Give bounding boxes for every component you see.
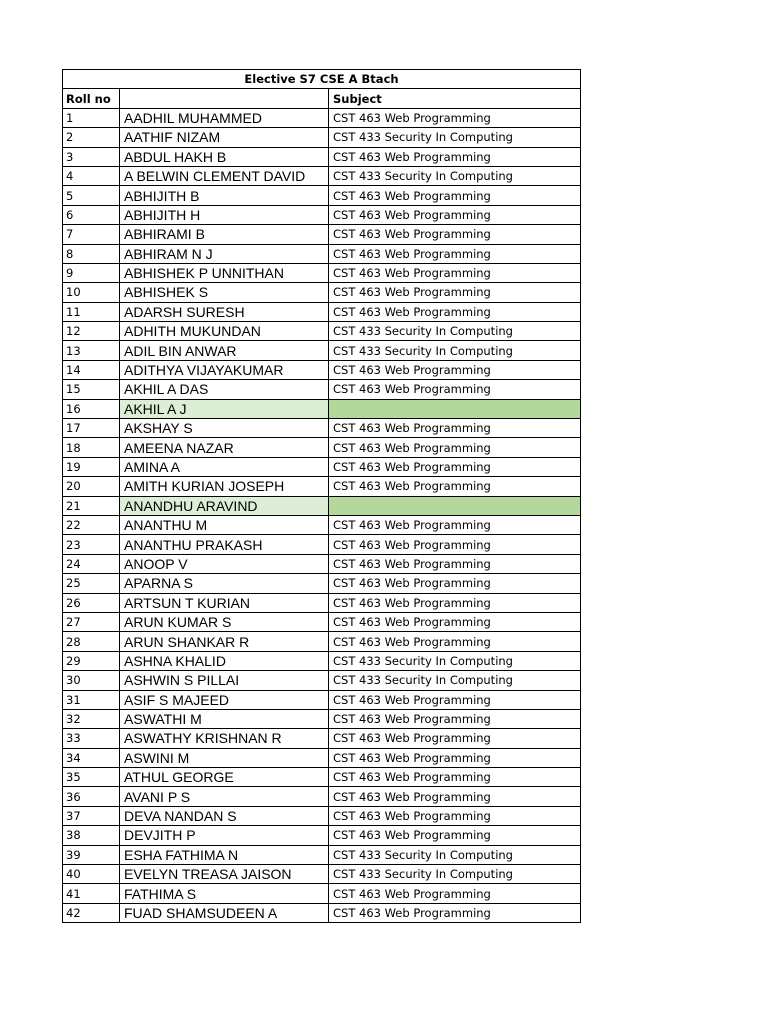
cell-subject: CST 463 Web Programming [329,380,581,399]
cell-name: DEVJITH P [120,826,329,845]
table-row [63,748,581,767]
cell-subject: CST 463 Web Programming [329,593,581,612]
cell-name: AMEENA NAZAR [120,438,329,457]
cell-name: ASHWIN S PILLAI [120,671,329,690]
table-row [63,399,581,418]
cell-subject: CST 463 Web Programming [329,574,581,593]
cell-subject: CST 463 Web Programming [329,302,581,321]
cell-name: ARUN KUMAR S [120,612,329,631]
cell-roll: 1 [63,108,120,127]
header-name [120,89,329,108]
header-subject: Subject [329,89,581,108]
cell-roll: 20 [63,477,120,496]
cell-roll: 15 [63,380,120,399]
cell-roll: 10 [63,283,120,302]
cell-name: AVANI P S [120,787,329,806]
cell-subject: CST 463 Web Programming [329,147,581,166]
cell-name: AATHIF NIZAM [120,128,329,147]
table-row [63,593,581,612]
cell-roll: 34 [63,748,120,767]
cell-roll: 14 [63,360,120,379]
cell-name: ARUN SHANKAR R [120,632,329,651]
cell-subject: CST 463 Web Programming [329,768,581,787]
cell-name: ASWATHI M [120,709,329,728]
cell-subject: CST 463 Web Programming [329,263,581,282]
cell-subject: CST 463 Web Programming [329,632,581,651]
cell-roll: 9 [63,263,120,282]
table-row [63,128,581,147]
table-row [63,341,581,360]
cell-subject: CST 463 Web Programming [329,438,581,457]
cell-name: ASHNA KHALID [120,651,329,670]
table-row [63,845,581,864]
cell-roll: 25 [63,574,120,593]
cell-subject: CST 463 Web Programming [329,709,581,728]
cell-name: ASIF S MAJEED [120,690,329,709]
table-row [63,632,581,651]
cell-roll: 24 [63,554,120,573]
cell-roll: 36 [63,787,120,806]
table-row [63,108,581,127]
cell-subject: CST 433 Security In Computing [329,865,581,884]
table-body [63,70,581,923]
cell-name: ABHIJITH B [120,186,329,205]
cell-subject: CST 463 Web Programming [329,729,581,748]
cell-name: ARTSUN T KURIAN [120,593,329,612]
table-row [63,903,581,922]
cell-name: ABHISHEK P UNNITHAN [120,263,329,282]
header-row [63,89,581,108]
cell-subject: CST 463 Web Programming [329,612,581,631]
cell-roll: 11 [63,302,120,321]
cell-name: AADHIL MUHAMMED [120,108,329,127]
table-row [63,225,581,244]
table-row [63,690,581,709]
cell-roll: 5 [63,186,120,205]
cell-subject: CST 433 Security In Computing [329,128,581,147]
cell-name: EVELYN TREASA JAISON [120,865,329,884]
table-row [63,806,581,825]
cell-subject: CST 463 Web Programming [329,690,581,709]
cell-roll: 38 [63,826,120,845]
cell-subject: CST 433 Security In Computing [329,322,581,341]
cell-roll: 21 [63,496,120,515]
cell-roll: 8 [63,244,120,263]
cell-roll: 27 [63,612,120,631]
table-row [63,477,581,496]
table-row [63,787,581,806]
cell-roll: 18 [63,438,120,457]
cell-roll: 29 [63,651,120,670]
table-row [63,186,581,205]
cell-subject: CST 463 Web Programming [329,186,581,205]
cell-name: AMITH KURIAN JOSEPH [120,477,329,496]
table-row [63,554,581,573]
cell-roll: 23 [63,535,120,554]
cell-name: ADARSH SURESH [120,302,329,321]
cell-name: FATHIMA S [120,884,329,903]
table-row [63,671,581,690]
cell-roll: 12 [63,322,120,341]
table-row [63,419,581,438]
cell-subject: CST 463 Web Programming [329,419,581,438]
table-title: Elective S7 CSE A Btach [63,70,581,89]
table-row [63,496,581,515]
cell-subject: CST 463 Web Programming [329,787,581,806]
table-row [63,515,581,534]
cell-name: ABDUL HAKH B [120,147,329,166]
cell-roll: 30 [63,671,120,690]
cell-subject: CST 463 Web Programming [329,748,581,767]
table-row [63,166,581,185]
cell-subject: CST 463 Web Programming [329,244,581,263]
cell-name: ANOOP V [120,554,329,573]
cell-roll: 40 [63,865,120,884]
table-row [63,205,581,224]
cell-subject: CST 433 Security In Computing [329,341,581,360]
cell-roll: 7 [63,225,120,244]
cell-subject: CST 433 Security In Computing [329,845,581,864]
cell-name: A BELWIN CLEMENT DAVID [120,166,329,185]
cell-roll: 17 [63,419,120,438]
cell-name: ADIL BIN ANWAR [120,341,329,360]
table-row [63,244,581,263]
cell-name: ANANTHU PRAKASH [120,535,329,554]
cell-subject: CST 463 Web Programming [329,903,581,922]
cell-name: ABHIRAM N J [120,244,329,263]
table-row [63,283,581,302]
title-row [63,70,581,89]
cell-name: FUAD SHAMSUDEEN A [120,903,329,922]
table-row [63,147,581,166]
table-row [63,729,581,748]
cell-subject: CST 463 Web Programming [329,457,581,476]
cell-name: ANANTHU M [120,515,329,534]
table-row [63,884,581,903]
table-row [63,709,581,728]
cell-roll: 42 [63,903,120,922]
table-row [63,768,581,787]
table-row [63,612,581,631]
table-row [63,651,581,670]
cell-subject: CST 463 Web Programming [329,283,581,302]
cell-subject: CST 433 Security In Computing [329,166,581,185]
cell-name: APARNA S [120,574,329,593]
table-row [63,302,581,321]
cell-subject: CST 463 Web Programming [329,225,581,244]
elective-table [62,69,581,923]
cell-roll: 37 [63,806,120,825]
cell-subject: CST 463 Web Programming [329,826,581,845]
cell-roll: 39 [63,845,120,864]
cell-roll: 6 [63,205,120,224]
cell-subject: CST 463 Web Programming [329,806,581,825]
table-row [63,535,581,554]
cell-subject: CST 463 Web Programming [329,108,581,127]
cell-roll: 35 [63,768,120,787]
cell-name: ASWATHY KRISHNAN R [120,729,329,748]
cell-roll: 33 [63,729,120,748]
table-row [63,457,581,476]
cell-roll: 32 [63,709,120,728]
cell-name: ABHIJITH H [120,205,329,224]
table-row [63,865,581,884]
table-row [63,826,581,845]
cell-name: ASWINI M [120,748,329,767]
cell-subject: CST 433 Security In Computing [329,651,581,670]
cell-roll: 41 [63,884,120,903]
cell-subject: CST 463 Web Programming [329,360,581,379]
cell-roll: 2 [63,128,120,147]
cell-roll: 26 [63,593,120,612]
cell-roll: 19 [63,457,120,476]
cell-subject: CST 463 Web Programming [329,515,581,534]
cell-subject: CST 433 Security In Computing [329,671,581,690]
cell-roll: 4 [63,166,120,185]
cell-name: ABHIRAMI B [120,225,329,244]
table-row [63,380,581,399]
cell-subject: CST 463 Web Programming [329,535,581,554]
cell-roll: 16 [63,399,120,418]
cell-roll: 13 [63,341,120,360]
cell-name: ADITHYA VIJAYAKUMAR [120,360,329,379]
table-row [63,438,581,457]
cell-name: ADHITH MUKUNDAN [120,322,329,341]
cell-subject: CST 463 Web Programming [329,477,581,496]
cell-name: AMINA A [120,457,329,476]
cell-subject: CST 463 Web Programming [329,205,581,224]
cell-roll: 3 [63,147,120,166]
header-roll: Roll no [63,89,120,108]
cell-name: ESHA FATHIMA N [120,845,329,864]
cell-name: DEVA NANDAN S [120,806,329,825]
cell-name: ATHUL GEORGE [120,768,329,787]
cell-subject [329,399,581,418]
cell-name: AKHIL A J [120,399,329,418]
cell-name: ABHISHEK S [120,283,329,302]
cell-roll: 31 [63,690,120,709]
cell-roll: 22 [63,515,120,534]
cell-name: AKHIL A DAS [120,380,329,399]
cell-name: ANANDHU ARAVIND [120,496,329,515]
cell-name: AKSHAY S [120,419,329,438]
table-row [63,263,581,282]
table-row [63,574,581,593]
cell-subject: CST 463 Web Programming [329,554,581,573]
cell-roll: 28 [63,632,120,651]
table-row [63,322,581,341]
cell-subject: CST 463 Web Programming [329,884,581,903]
cell-subject [329,496,581,515]
table-row [63,360,581,379]
